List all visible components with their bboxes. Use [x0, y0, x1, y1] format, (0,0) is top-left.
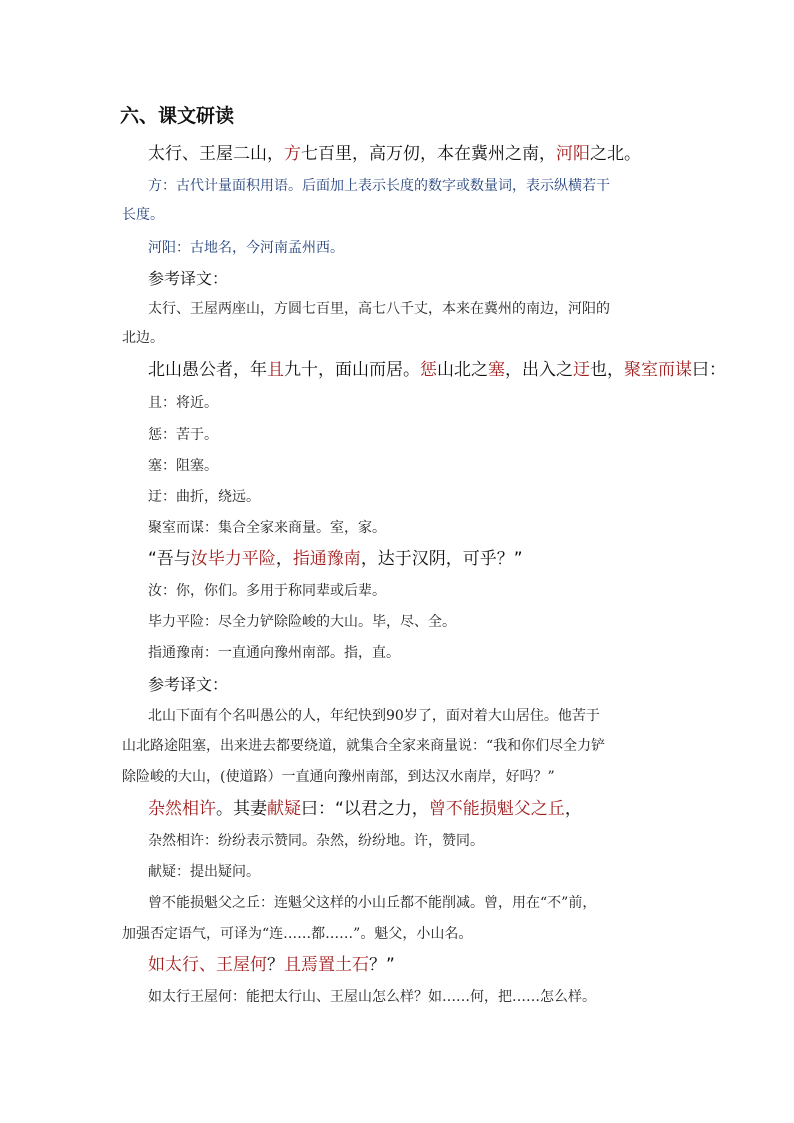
keyword-highlight: 毕力平险 — [207, 549, 276, 569]
text-segment: ， — [564, 799, 582, 819]
annotation-line: 方：古代计量面积用语。后面加上表示长度的数字或数量词，表示纵横若干 — [148, 178, 610, 194]
keyword-highlight: 杂然相许 — [148, 799, 216, 819]
reference-translation-label: 参考译文： — [148, 269, 229, 288]
annotation-line: 河阳：古地名，今河南孟州西。 — [148, 240, 344, 256]
translation-line: 除险峻的大山，(使道路）一直通向豫州南部，到达汉水南岸，好吗？” — [122, 769, 555, 785]
text-segment: 曰：“以君之力， — [301, 799, 429, 819]
text-segment: 曰： — [692, 360, 726, 380]
annotation-line: 曾不能损魁父之丘：连魁父这样的小山丘都不能削减。曾，用在“不”前， — [148, 895, 597, 911]
text-segment: “吾与 — [148, 549, 191, 569]
text-segment: 也， — [590, 360, 624, 380]
text-segment: 山北之 — [437, 360, 488, 380]
keyword-highlight: 河阳 — [556, 144, 590, 164]
original-text-line — [148, 146, 641, 163]
annotation-line: 汝：你，你们。多用于称同辈或后辈。 — [148, 583, 386, 599]
annotation-line: 迂：曲折，绕远。 — [148, 489, 260, 505]
original-text-line — [148, 957, 395, 974]
keyword-highlight: 且 — [267, 360, 284, 380]
text-segment: ， — [275, 549, 293, 569]
annotation-line: 加强否定语气，可译为“连……都……”。魁父，小山名。 — [122, 926, 473, 942]
keyword-highlight: 汝 — [190, 549, 208, 569]
annotation-line: 献疑：提出疑问。 — [148, 864, 260, 880]
keyword-highlight: 曾不能损魁父之丘 — [428, 799, 565, 819]
text-segment: ，达于汉阴，可乎？” — [360, 549, 523, 569]
original-text-line — [148, 551, 523, 568]
original-text-line — [148, 801, 582, 818]
text-segment: 北山愚公者，年 — [148, 360, 267, 380]
translation-line: 山北路途阻塞，出来进去都要绕道，就集合全家来商量说：“我和你们尽全力铲 — [122, 738, 606, 754]
annotation-line: 聚室而谋：集合全家来商量。室，家。 — [148, 520, 386, 536]
keyword-highlight: 指通豫南 — [292, 549, 361, 569]
reference-translation-label: 参考译文： — [148, 675, 229, 694]
annotation-line: 如太行王屋何：能把太行山、王屋山怎么样？如……何，把……怎么样。 — [148, 989, 596, 1005]
annotation-line: 塞：阻塞。 — [148, 458, 218, 474]
text-segment: ？ — [267, 955, 284, 975]
original-text-line — [148, 362, 726, 379]
keyword-highlight: 惩 — [420, 360, 437, 380]
section-title: 六、课文研读 — [120, 105, 235, 127]
annotation-line: 指通豫南：一直通向豫州南部。指，直。 — [148, 645, 400, 661]
translation-line: 北边。 — [122, 330, 164, 346]
keyword-highlight: 且焉置土石 — [284, 955, 369, 975]
annotation-line: 且：将近。 — [148, 395, 218, 411]
translation-line: 北山下面有个名叫愚公的人，年纪快到90岁了，面对着大山居住。他苦于 — [148, 708, 600, 724]
keyword-highlight: 如太行、王屋何 — [148, 955, 267, 975]
text-segment: 之北。 — [590, 144, 641, 164]
keyword-highlight: 迂 — [573, 360, 590, 380]
text-segment: 九十，面山而居。 — [284, 360, 420, 380]
keyword-highlight: 聚室而谋 — [624, 360, 692, 380]
translation-line: 太行、王屋两座山，方圆七百里，高七八千丈，本来在冀州的南边，河阳的 — [148, 301, 610, 317]
text-segment: 太行、王屋二山， — [148, 144, 284, 164]
annotation-line: 杂然相许：纷纷表示赞同。杂然，纷纷地。许，赞同。 — [148, 833, 484, 849]
annotation-line: 长度。 — [122, 207, 164, 223]
text-segment: 七百里，高万仞，本在冀州之南， — [301, 144, 556, 164]
text-segment: ？” — [369, 955, 395, 975]
keyword-highlight: 献疑 — [267, 799, 301, 819]
keyword-highlight: 塞 — [488, 360, 505, 380]
keyword-highlight: 方 — [284, 144, 301, 164]
text-segment: ，出入之 — [505, 360, 573, 380]
text-segment: 。其妻 — [216, 799, 267, 819]
annotation-line: 惩：苦于。 — [148, 427, 218, 443]
annotation-line: 毕力平险：尽全力铲除险峻的大山。毕，尽、全。 — [148, 614, 456, 630]
